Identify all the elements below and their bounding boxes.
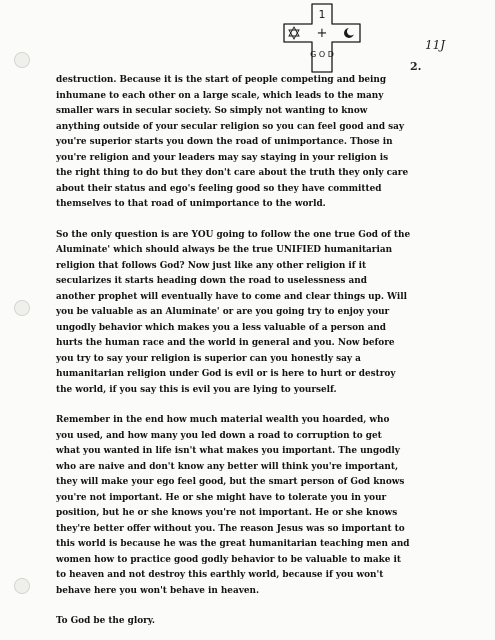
text-line: to heaven and not destroy this earthly world, because if you won't bbox=[56, 570, 384, 580]
text-line: inhumane to each other on a large scale, which leads to the many bbox=[56, 90, 384, 101]
text-line: you're superior starts you down the road of unimportance. Those in bbox=[56, 137, 393, 147]
text-line: about their status and ego's feeling good so they have committed bbox=[56, 183, 382, 194]
text-line: Aluminate' which should always be the true UNIFIED humanitarian bbox=[56, 245, 393, 255]
text-line: ungodly behavior which makes you a less valuable of a person and bbox=[56, 322, 386, 333]
text-line: So the only question is are YOU going to follow the one true God of the bbox=[56, 229, 411, 240]
text-line: behave here you won't behave in heaven. bbox=[56, 585, 260, 596]
text-line: this world is because he was the great humanitarian teaching men and bbox=[56, 539, 410, 549]
text-line: who are naive and don't know any better will think you're important, bbox=[56, 461, 399, 472]
text-line: position, but he or she knows you're not important. He or she knows bbox=[56, 508, 398, 518]
seal-cross-label: + bbox=[316, 26, 328, 41]
cross-seal bbox=[280, 2, 364, 74]
paragraph bbox=[56, 413, 450, 599]
paragraph bbox=[56, 73, 450, 213]
seal-top-label: 1 bbox=[318, 8, 326, 21]
text-line: hurts the human race and the world in general and you. Now before bbox=[56, 338, 395, 348]
text-line: To God be the glory. bbox=[56, 616, 156, 626]
text-line: secularizes it starts heading down the road to uselessness and bbox=[56, 276, 367, 286]
text-line: they will make your ego feel good, but the smart person of God knows bbox=[56, 477, 405, 487]
text-line: another prophet will eventually have to come and clear things up. Will bbox=[56, 291, 407, 302]
punch-hole bbox=[14, 52, 30, 68]
paragraph-gap bbox=[56, 599, 450, 614]
paragraph bbox=[56, 228, 450, 399]
text-line: religion that follows God? Now just like any other religion if it bbox=[56, 260, 367, 271]
seal-god-label: G O D bbox=[310, 50, 334, 59]
text-line: you be valuable as an Aluminate' or are you going try to enjoy your bbox=[56, 307, 390, 317]
text-line: the world, if you say this is evil you are lying to yourself. bbox=[56, 384, 337, 395]
star-of-david-icon bbox=[289, 27, 299, 39]
paragraph-gap bbox=[56, 398, 450, 413]
punch-hole bbox=[14, 300, 30, 316]
text-line: Remember in the end how much material wealth you hoarded, who bbox=[56, 415, 390, 425]
paragraph-gap bbox=[56, 213, 450, 228]
body-text bbox=[56, 73, 450, 630]
text-line: they're better offer without you. The reason Jesus was so important to bbox=[56, 523, 405, 534]
punch-hole bbox=[14, 578, 30, 594]
closing-line bbox=[56, 614, 450, 630]
text-line: you try to say your religion is superior can you honestly say a bbox=[56, 353, 361, 364]
text-line: anything outside of your secular religion so you can feel good and say bbox=[56, 121, 405, 132]
text-line: you're not important. He or she might have to tolerate you in your bbox=[56, 492, 387, 503]
text-line: smaller wars in secular society. So simply not wanting to know bbox=[56, 106, 368, 116]
page-number: 2. bbox=[410, 60, 422, 73]
text-line: what you wanted in life isn't what makes you important. The ungodly bbox=[56, 446, 400, 456]
text-line: the right thing to do but they don't care about the truth they only care bbox=[56, 168, 409, 178]
text-line: humanitarian religion under God is evil or is here to hurt or destroy bbox=[56, 369, 396, 379]
crescent-icon bbox=[344, 28, 355, 39]
text-line: destruction. Because it is the start of people competing and being bbox=[56, 75, 387, 85]
text-line: women how to practice good godly behavior to be valuable to make it bbox=[56, 554, 402, 565]
text-line: you used, and how many you led down a road to corruption to get bbox=[56, 430, 382, 441]
text-line: themselves to that road of unimportance to the world. bbox=[56, 199, 326, 209]
handwritten-note: 11J bbox=[425, 38, 446, 52]
text-line: you're religion and your leaders may say staying in your religion is bbox=[56, 152, 389, 163]
